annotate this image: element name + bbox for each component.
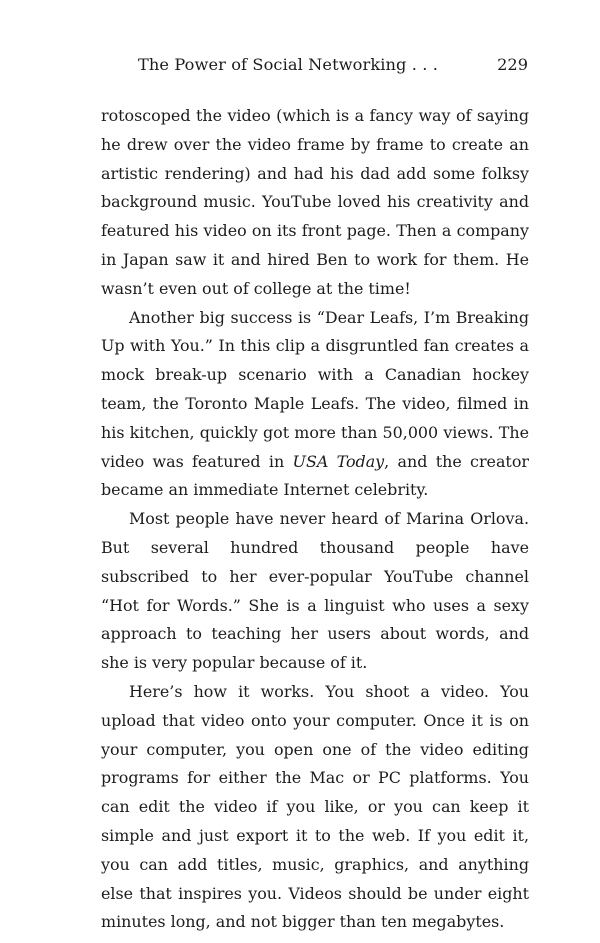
paragraph-dear-leafs-text-before: Another big success is “Dear Leafs, I’m Breaking Up with You.” In this clip a disgruntled fan creates a mock break-up scenario with a Canadian hockey team, the Toronto Maple Leafs. The video, filmed in his kitchen, quickly got more than 50,000 views. The video was featured in (101, 307, 529, 471)
running-title: The Power of Social Networking . . . (137, 55, 438, 74)
paragraph-how-it-works: Here’s how it works. You shoot a video. You upload that video onto your computer. Once it is on your computer, you open one of the video editing programs for either the Mac or PC platforms. You can edit the video if you like, or you can keep it simple and just export it to the web. If you edit it, you can add titles, music, graphics, and anything else that inspires you. Videos should be under eight minutes long, and not bigger than ten megabytes. (101, 681, 529, 932)
paragraph-marina-orlova: Most people have never heard of Marina Orlova. But several hundred thousand people have subscribed to her ever-popular YouTube channel “Hot for Words.” She is a linguist who uses a sexy approach to teaching her users about words, and she is very popular because of it. (101, 509, 529, 673)
publication-title: USA Today (292, 451, 385, 471)
page-number: 229 (497, 55, 528, 74)
paragraph-dear-leafs (101, 304, 529, 506)
running-head (0, 55, 600, 81)
body-text (101, 102, 529, 937)
paragraph-rotoscope: rotoscoped the video (which is a fancy way of saying he drew over the video frame by frame to create an artistic rendering) and had his dad add some folksy background music. YouTube loved his creativity and featured his video on its front page. Then a company in Japan saw it and hired Ben to work for them. He wasn’t even out of college at the time! (101, 106, 529, 298)
paragraph-dear-leafs-text-after: , and the creator became an immediate Internet celebrity. (101, 451, 529, 500)
